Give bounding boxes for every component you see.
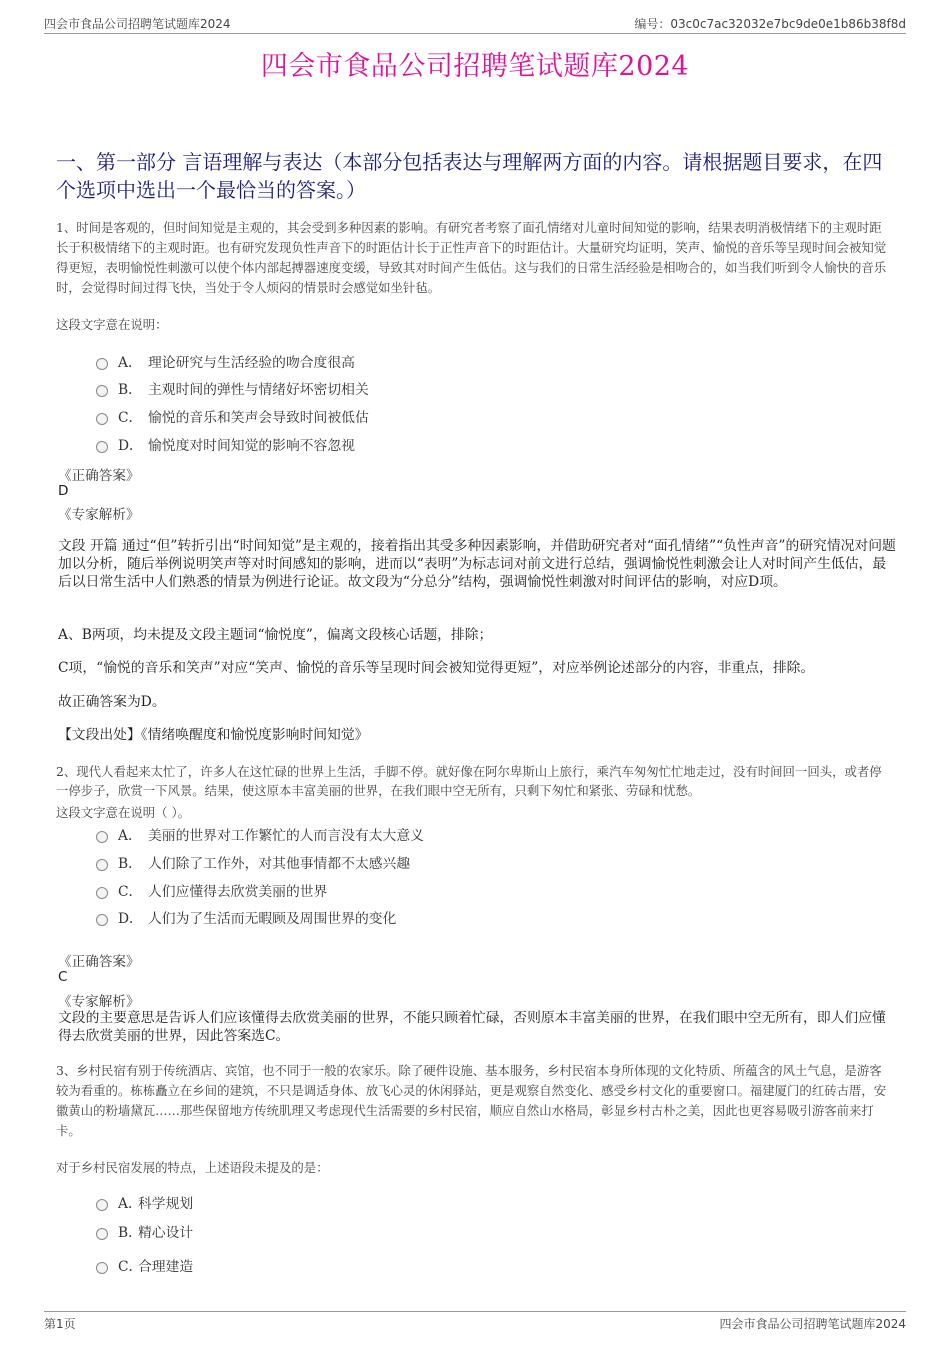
question-1-stem: 1、时间是客观的，但时间知觉是主观的，其会受到多种因素的影响。有研究者考察了面孔情绪对儿童时间知觉的影响，结果表明消极情绪下的主观时距长于积极情绪下的主观时距。也有研究发现负性声音下的时距估计长于正性声音下的时距估计。大量研究均证明，笑声、愉悦的音乐等呈现时间会被知觉得更短，表明愉悦性刺激可以使个体内部起搏器速度变缓，导致其对时间产生低估。这与我们的日常生活经验是相吻合的，如当我们听到令人愉快的音乐时，会觉得时间过得飞快，当处于令人烦闷的情景时会感觉如坐针毡。 <box>56 220 887 295</box>
question-3-option-c[interactable]: C． 合理建造 <box>96 1255 193 1275</box>
radio-icon[interactable] <box>96 413 108 425</box>
radio-icon[interactable] <box>96 1199 108 1211</box>
question-1-prompt: 这段文字意在说明： <box>56 317 168 332</box>
footer-doc-title: 四会市食品公司招聘笔试题库2024 <box>719 1317 906 1331</box>
question-1-analysis-p4: 故正确答案为D。 <box>58 694 166 710</box>
question-2-prompt: 这段文字意在说明（ ）。 <box>56 805 191 820</box>
footer-page-number: 第1页 <box>44 1317 76 1331</box>
question-2-option-c[interactable]: C． 人们应懂得去欣赏美丽的世界 <box>96 880 327 900</box>
question-1-answer-label: 《正确答案》 <box>58 468 140 484</box>
question-2-analysis-p1: 文段的主要意思是告诉人们应该懂得去欣赏美丽的世界，不能只顾着忙碌，否则原本丰富美丽的世界，在我们眼中空无所有，即人们应懂得去欣赏美丽的世界，因此答案选C。 <box>58 1010 886 1044</box>
question-1-option-c[interactable]: C． 愉悦的音乐和笑声会导致时间被低估 <box>96 406 369 426</box>
question-2-option-d[interactable]: D． 人们为了生活而无暇顾及周围世界的变化 <box>96 907 396 927</box>
footer-rule <box>44 1311 906 1312</box>
question-2-answer: C <box>58 969 68 985</box>
question-3-option-b[interactable]: B． 精心设计 <box>96 1221 193 1241</box>
question-1-source: 【文段出处】《情绪唤醒度和愉悦度影响时间知觉》 <box>58 727 369 743</box>
question-1-answer: D <box>58 483 69 499</box>
question-2-stem: 2、现代人看起来太忙了，许多人在这忙碌的世界上生活，手脚不停。就好像在阿尔卑斯山上旅行，乘汽车匆匆忙忙地走过，没有时间回一回头，或者停一停步子，欣赏一下风景。结果，使这原本丰富美丽的世界，在我们眼中空无所有，只剩下匆忙和紧张、劳碌和忧愁。 <box>56 764 882 798</box>
question-1-option-d[interactable]: D． 愉悦度对时间知觉的影响不容忽视 <box>96 434 355 454</box>
radio-icon[interactable] <box>96 831 108 843</box>
question-1-analysis-label: 《专家解析》 <box>58 507 140 523</box>
question-1-analysis-p3: C项，“愉悦的音乐和笑声”对应“笑声、愉悦的音乐等呈现时间会被知觉得更短”，对应举例论述部分的内容，非重点，排除。 <box>58 660 815 676</box>
radio-icon[interactable] <box>96 441 108 453</box>
radio-icon[interactable] <box>96 358 108 370</box>
radio-icon[interactable] <box>96 1228 108 1240</box>
question-1-option-a[interactable]: A． 理论研究与生活经验的吻合度很高 <box>96 351 355 371</box>
question-3-prompt: 对于乡村民宿发展的特点，上述语段未提及的是： <box>56 1160 329 1175</box>
radio-icon[interactable] <box>96 385 108 397</box>
question-2-analysis-label: 《专家解析》 <box>58 994 140 1010</box>
question-3-stem: 3、乡村民宿有别于传统酒店、宾馆，也不同于一般的农家乐。除了硬件设施、基本服务，乡村民宿本身所体现的文化特质、所蕴含的风土气息，是游客较为看重的。栋栋矗立在乡间的建筑，不只是调适身体、放飞心灵的休闲驿站，更是观察自然变化、感受乡村文化的重要窗口。福建厦门的红砖古厝，安徽黄山的粉墙黛瓦……那些保留地方传统肌理又考虑现代生活需要的乡村民宿，顺应自然山水格局，彰显乡村古朴之美，因此也更容易吸引游客前来打卡。 <box>56 1063 887 1138</box>
question-2-option-a[interactable]: A． 美丽的世界对工作繁忙的人而言没有太大意义 <box>96 824 424 844</box>
radio-icon[interactable] <box>96 859 108 871</box>
header-doc-id: 编号：03c0c7ac32032e7bc9de0e1b86b38f8d <box>634 17 906 31</box>
radio-icon[interactable] <box>96 1262 108 1274</box>
header-rule <box>44 33 906 34</box>
question-1-analysis-p1: 文段 开篇 通过“但”转折引出“时间知觉”是主观的，接着指出其受多种因素影响，并借助研究者对“面孔情绪”“负性声音”的研究情况对问题加以分析，随后举例说明笑声等对时间感知的影响，进而以“表明”为标志词对前文进行总结，强调愉悦性刺激会让人对时间产生低估，最后以日常生活中人们熟悉的情景为例进行论证。故文段为“分总分”结构，强调愉悦性刺激对时间评估的影响，对应D项。 <box>58 538 896 590</box>
radio-icon[interactable] <box>96 914 108 926</box>
question-3-option-a[interactable]: A． 科学规划 <box>96 1192 193 1212</box>
question-2-option-b[interactable]: B． 人们除了工作外，对其他事情都不太感兴趣 <box>96 852 410 872</box>
page-title: 四会市食品公司招聘笔试题库2024 <box>260 51 690 82</box>
section-heading: 一、第一部分 言语理解与表达（本部分包括表达与理解两方面的内容。请根据题目要求，在四个选项中选出一个最恰当的答案。） <box>56 150 883 202</box>
header-doc-title: 四会市食品公司招聘笔试题库2024 <box>44 17 231 31</box>
question-2-answer-label: 《正确答案》 <box>58 954 140 970</box>
question-1-option-b[interactable]: B． 主观时间的弹性与情绪好坏密切相关 <box>96 378 369 398</box>
question-1-analysis-p2: A、B两项，均未提及文段主题词“愉悦度”，偏离文段核心话题，排除； <box>58 627 493 643</box>
radio-icon[interactable] <box>96 887 108 899</box>
